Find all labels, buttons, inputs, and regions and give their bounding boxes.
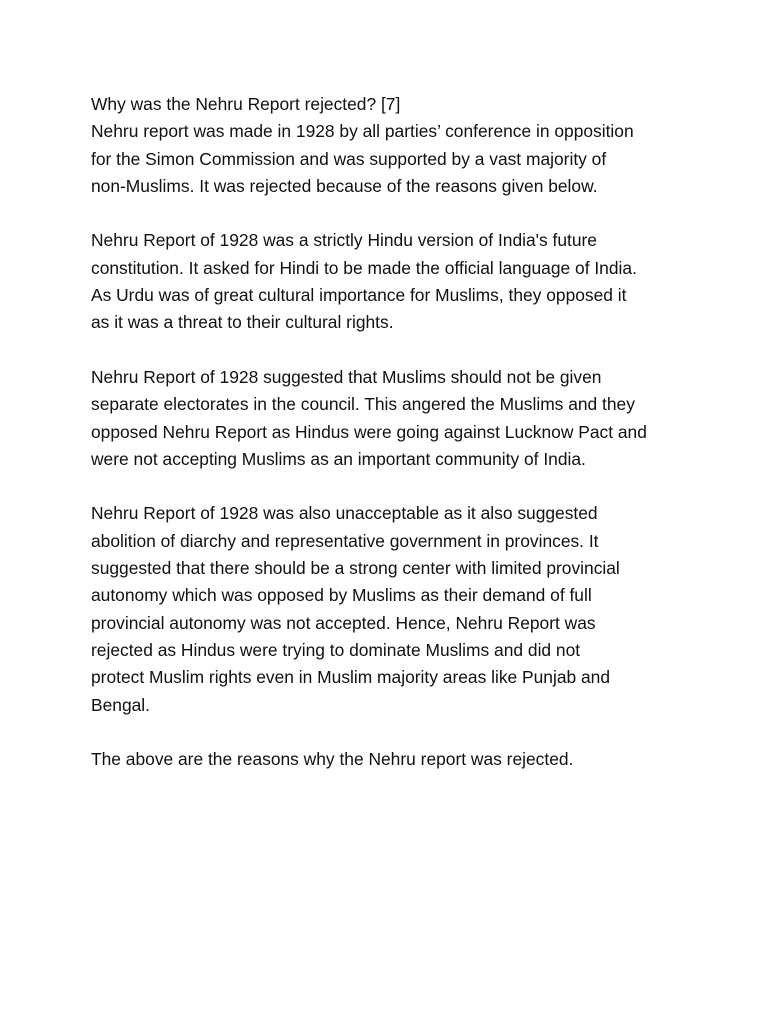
paragraph-line: constitution. It asked for Hindi to be made the official language of India. (91, 257, 637, 278)
paragraph-line: Bengal. (91, 694, 150, 715)
intro-line: Nehru report was made in 1928 by all parties’ conference in opposition (91, 121, 634, 142)
paragraph-line: suggested that there should be a strong center with limited provincial (91, 558, 620, 579)
paragraph-line: abolition of diarchy and representative government in provinces. It (91, 530, 599, 551)
paragraph-line: protect Muslim rights even in Muslim majority areas like Punjab and (91, 667, 611, 688)
paragraph-line: as it was a threat to their cultural rights. (91, 312, 394, 333)
conclusion-paragraph (91, 746, 691, 773)
intro-line: non-Muslims. It was rejected because of the reasons given below. (91, 175, 598, 196)
paragraph-line: Nehru Report of 1928 was also unacceptable as it also suggested (91, 503, 598, 524)
paragraph-line: provincial autonomy was not accepted. Hence, Nehru Report was (91, 612, 596, 633)
paragraph-line: Nehru Report of 1928 was a strictly Hindu version of India's future (91, 230, 597, 251)
paragraph-line: were not accepting Muslims as an important community of India. (91, 448, 586, 469)
intro-line: for the Simon Commission and was supported by a vast majority of (91, 148, 607, 169)
paragraph-hindi-language (91, 227, 691, 336)
paragraph-line: opposed Nehru Report as Hindus were going against Lucknow Pact and (91, 421, 647, 442)
paragraph-line: As Urdu was of great cultural importance for Muslims, they opposed it (91, 285, 627, 306)
document-body (91, 91, 691, 801)
paragraph-line: Nehru Report of 1928 suggested that Muslims should not be given (91, 366, 602, 387)
conclusion-line: The above are the reasons why the Nehru report was rejected. (91, 749, 574, 770)
intro-paragraph (91, 91, 691, 200)
paragraph-separate-electorates (91, 364, 691, 473)
question-line: Why was the Nehru Report rejected? [7] (91, 94, 401, 114)
paragraph-line: autonomy which was opposed by Muslims as their demand of full (91, 585, 592, 606)
paragraph-provincial-autonomy (91, 500, 691, 718)
paragraph-line: rejected as Hindus were trying to dominate Muslims and did not (91, 639, 581, 660)
paragraph-line: separate electorates in the council. This angered the Muslims and they (91, 394, 635, 415)
